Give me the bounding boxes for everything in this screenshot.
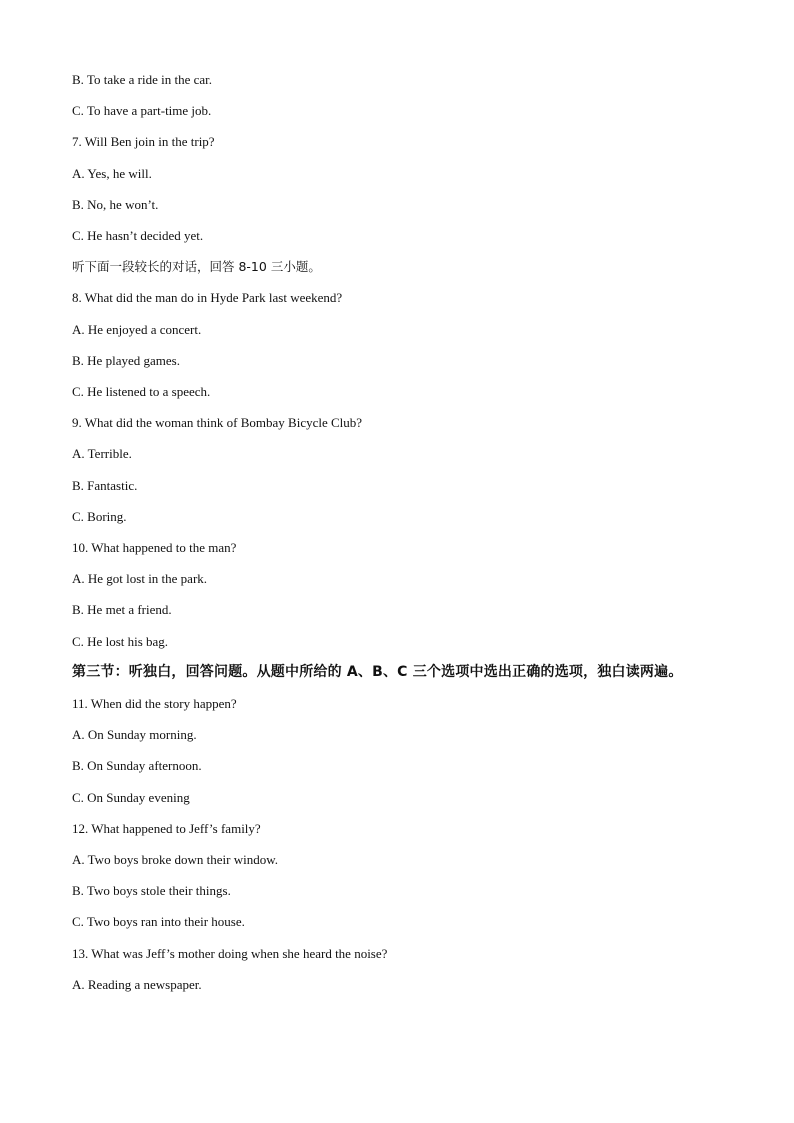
question-12: 12. What happened to Jeff’s family? [72, 820, 261, 836]
option-11-b: B. On Sunday afternoon. [72, 758, 202, 774]
option-12-a: A. Two boys broke down their window. [72, 852, 278, 868]
question-7: 7. Will Ben join in the trip? [72, 134, 215, 150]
section-3-heading: 第三节：听独白，回答问题。从题中所给的 A、B、C 三个选项中选出正确的选项，独白读两遍。 [72, 663, 683, 680]
option-10-a: A. He got lost in the park. [72, 571, 208, 587]
option-10-c: C. He lost his bag. [72, 633, 169, 649]
option-8-c: C. He listened to a speech. [72, 384, 211, 400]
option-12-c: C. Two boys ran into their house. [72, 914, 245, 930]
option-7-c: C. He hasn’t decided yet. [72, 228, 204, 244]
option-9-c: C. Boring. [72, 508, 127, 524]
question-11: 11. When did the story happen? [72, 696, 237, 712]
option-13-a: A. Reading a newspaper. [72, 976, 202, 992]
exam-content [72, 64, 732, 1000]
option-11-c: C. On Sunday evening [72, 789, 190, 805]
question-9: 9. What did the woman think of Bombay Bicycle Club? [72, 415, 363, 431]
option-7c: C. To have a part-time job. [72, 103, 212, 119]
instruction-8-10: 听下面一段较长的对话，回答 8-10 三小题。 [72, 259, 321, 275]
option-9-a: A. Terrible. [72, 446, 132, 462]
option-11-a: A. On Sunday morning. [72, 727, 197, 743]
question-10: 10. What happened to the man? [72, 540, 237, 556]
option-7-b: B. No, he won’t. [72, 196, 159, 212]
option-12-b: B. Two boys stole their things. [72, 883, 231, 899]
option-10-b: B. He met a friend. [72, 602, 172, 618]
option-8-b: B. He played games. [72, 352, 180, 368]
option-8-a: A. He enjoyed a concert. [72, 321, 202, 337]
option-9-b: B. Fantastic. [72, 477, 138, 493]
option-7b: B. To take a ride in the car. [72, 72, 212, 87]
question-8: 8. What did the man do in Hyde Park last weekend? [72, 290, 343, 306]
option-7-a: A. Yes, he will. [72, 165, 152, 181]
question-13: 13. What was Jeff’s mother doing when she heard the noise? [72, 945, 388, 961]
